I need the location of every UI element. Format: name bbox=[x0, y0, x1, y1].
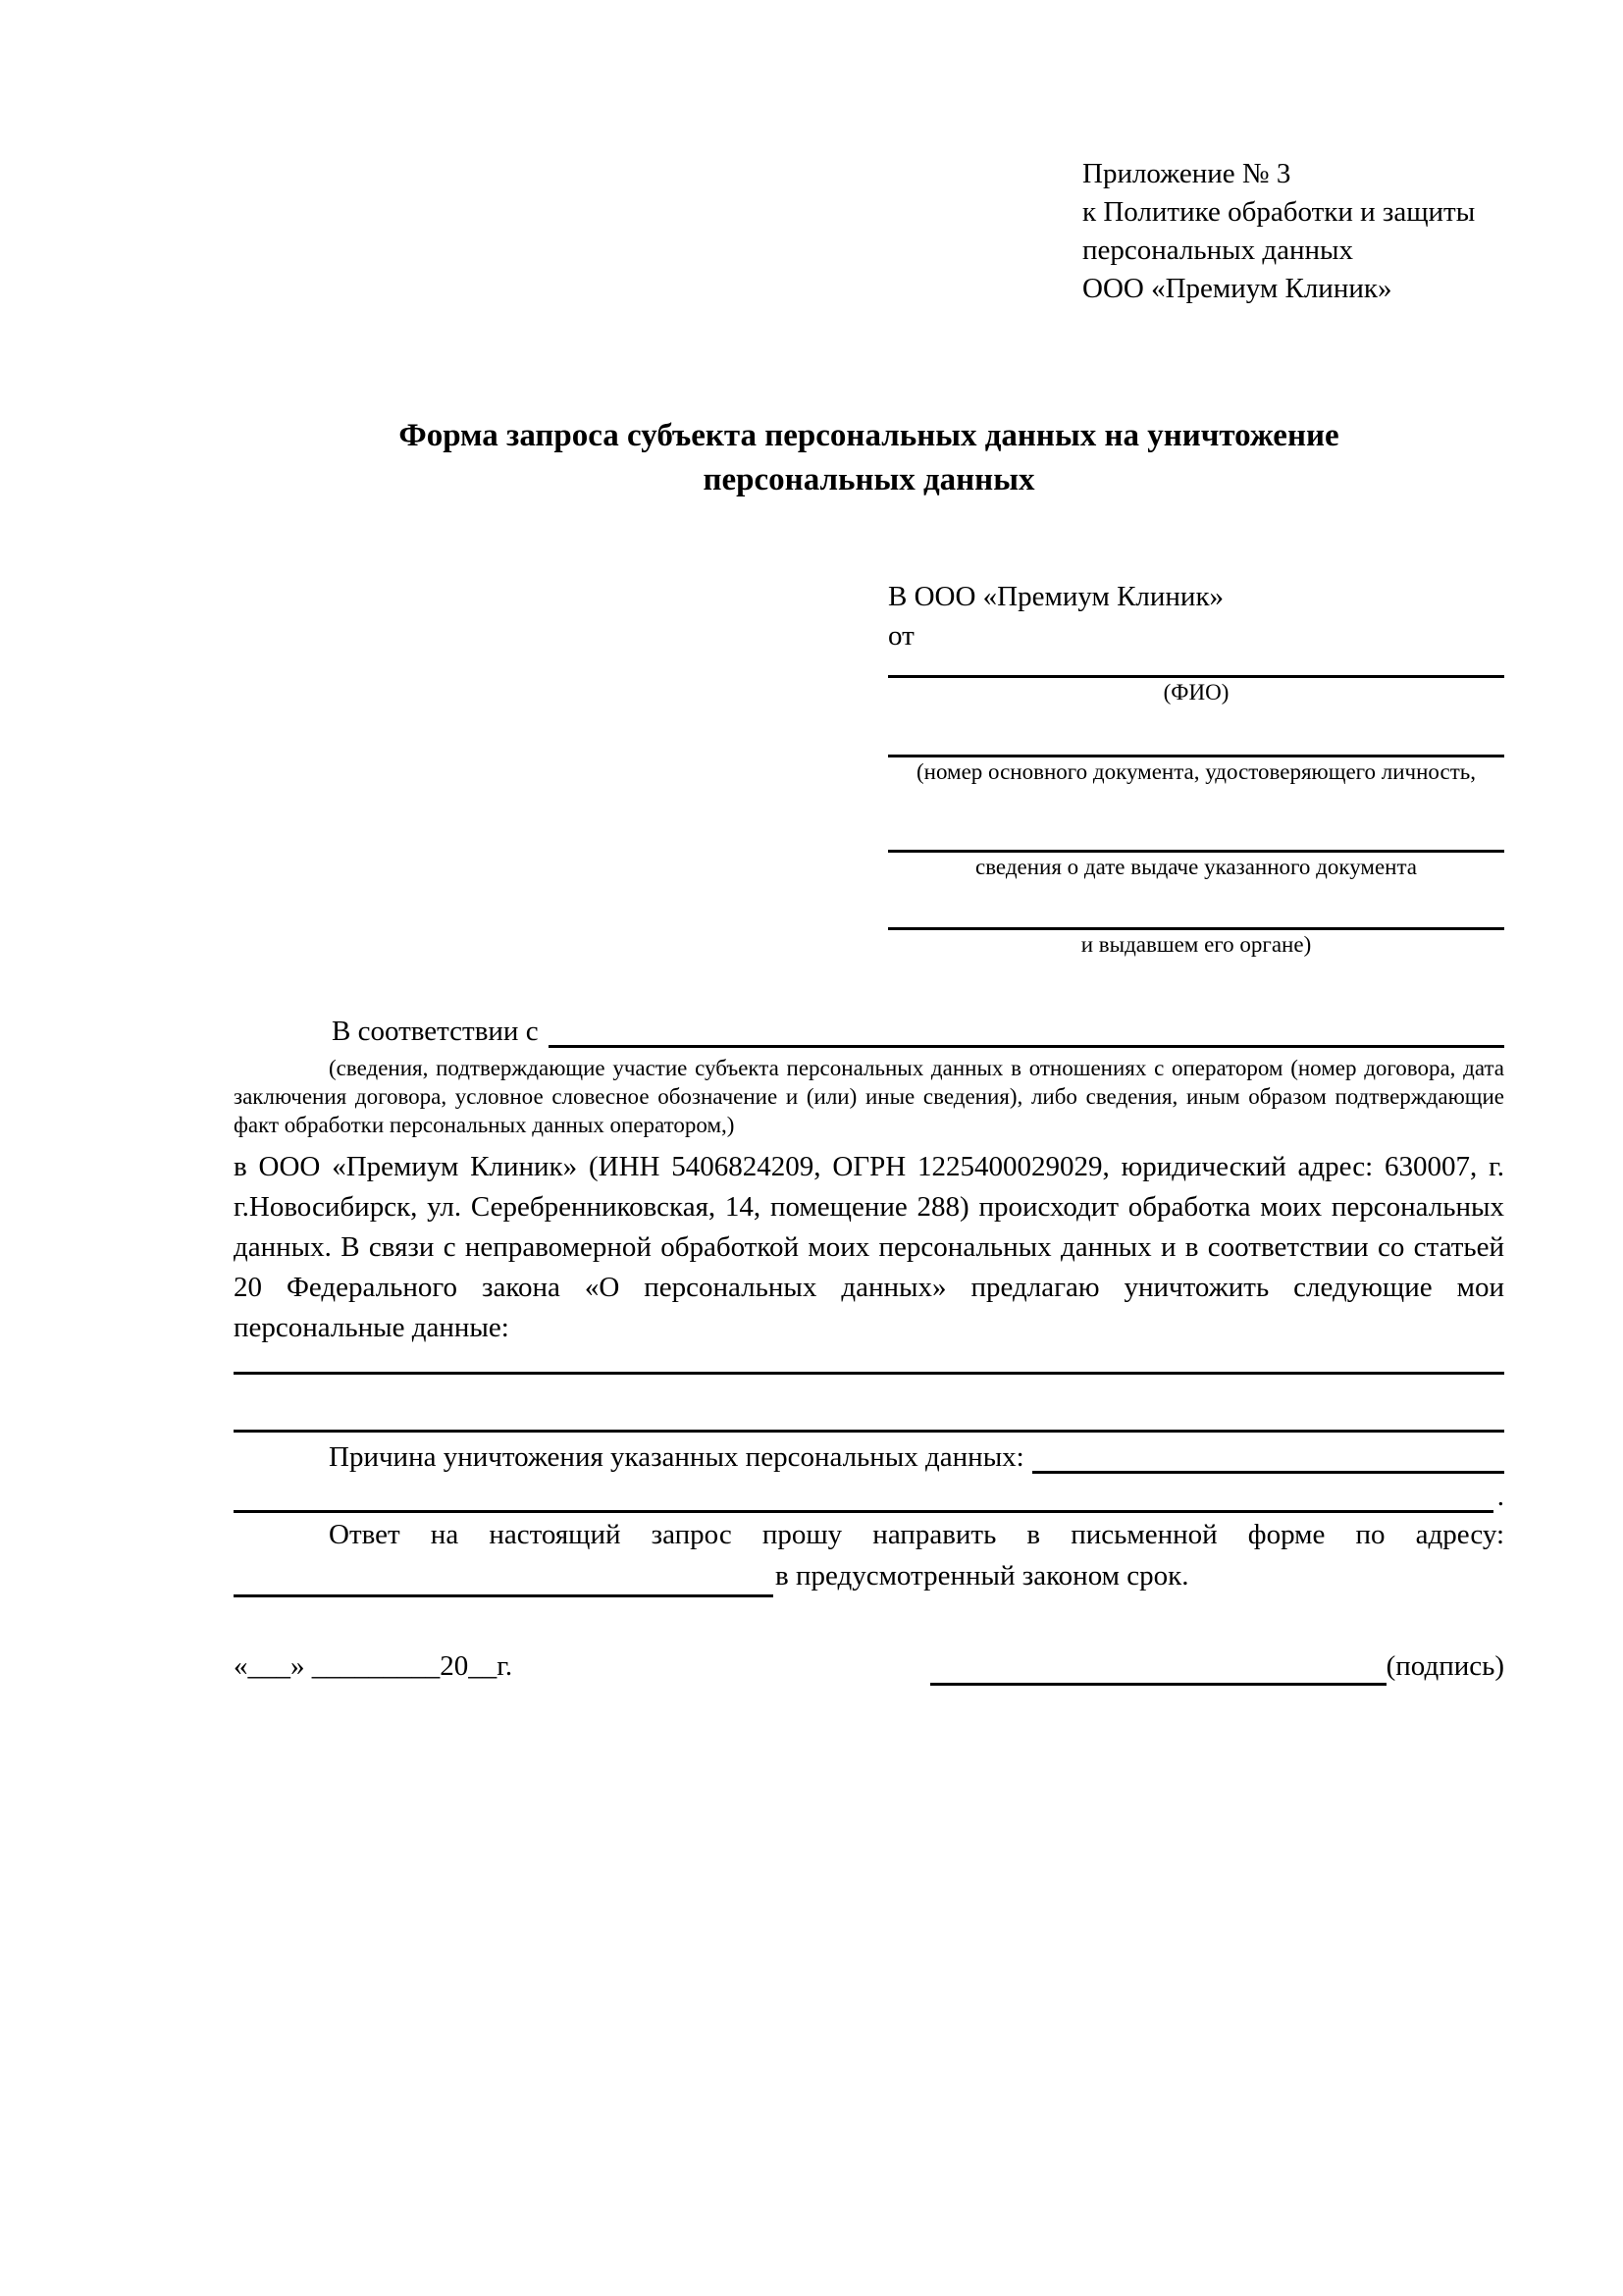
reason-row bbox=[234, 1435, 1504, 1474]
doc-number-caption: (номер основного документа, удостоверяющего личность, bbox=[916, 759, 1476, 784]
document-content bbox=[234, 0, 1504, 1686]
blank-field-line-1 bbox=[234, 1348, 1504, 1375]
period: . bbox=[1496, 1481, 1504, 1512]
according-field-line bbox=[549, 1012, 1504, 1048]
reason-field-line bbox=[1032, 1437, 1504, 1474]
appendix-block bbox=[1082, 155, 1504, 308]
spacer bbox=[888, 787, 1504, 830]
addressee-from-label: от bbox=[888, 620, 915, 652]
fio-caption: (ФИО) bbox=[1163, 680, 1230, 704]
signature-field-line bbox=[930, 1649, 1387, 1686]
main-paragraph: в ООО «Премиум Клиник» (ИНН 5406824209, ОГРН 1225400029029, юридический адрес: 630007, г. г.Новосибирск, ул. Серебренниковская, 14, помещение 288) происходит обработка моих персональных данных. В связи с неправомерной обработкой моих персональных данных и в соответствии со статьей 20 Федерального закона «О персональных данных» предлагаю уничтожить следующие мои персональные данные: bbox=[234, 1151, 1504, 1343]
address-row bbox=[234, 1555, 1504, 1597]
doc-issuer-field-line bbox=[888, 908, 1504, 930]
doc-number-field-line bbox=[888, 735, 1504, 757]
reason-continuation-line bbox=[234, 1477, 1493, 1513]
appendix-line-3: персональных данных bbox=[1082, 235, 1354, 266]
according-row bbox=[234, 1009, 1504, 1048]
date-line: «___» _________20__г. bbox=[234, 1650, 513, 1682]
blank-field-line-2 bbox=[234, 1375, 1504, 1433]
document-title: Форма запроса субъекта персональных данных на уничтожение персональных данных bbox=[398, 418, 1339, 497]
doc-date-caption: сведения о дате выдаче указанного документа bbox=[974, 855, 1418, 879]
appendix-line-4: ООО «Премиум Клиник» bbox=[1082, 273, 1392, 304]
response-line: Ответ на настоящий запрос прошу направить в письменной форме по адресу: bbox=[329, 1519, 1504, 1550]
reason-label: Причина уничтожения указанных персональных данных: bbox=[329, 1441, 1024, 1473]
fio-field bbox=[888, 655, 1504, 707]
according-label: В соответствии с bbox=[332, 1016, 539, 1047]
fio-field-line bbox=[888, 655, 1504, 678]
doc-issuer-field bbox=[888, 908, 1504, 960]
signature-block bbox=[930, 1646, 1504, 1686]
address-field-line bbox=[234, 1561, 773, 1597]
spacer bbox=[888, 882, 1504, 908]
footer-row bbox=[234, 1643, 1504, 1686]
doc-issuer-caption: и выдавшем его органе) bbox=[1080, 932, 1312, 957]
appendix-line-2: к Политике обработки и защиты bbox=[1082, 196, 1476, 228]
reason-continuation-row bbox=[234, 1474, 1504, 1513]
addressee-to: В ООО «Премиум Клиник» bbox=[888, 581, 1225, 612]
doc-date-field bbox=[888, 830, 1504, 882]
signature-caption: (подпись) bbox=[1386, 1650, 1504, 1682]
addressee-block bbox=[888, 577, 1504, 960]
response-tail: в предусмотренный законом срок. bbox=[775, 1560, 1189, 1592]
doc-number-field bbox=[888, 735, 1504, 787]
spacer bbox=[888, 707, 1504, 735]
appendix-line-1: Приложение № 3 bbox=[1082, 158, 1291, 189]
according-note: (сведения, подтверждающие участие субъекта персональных данных в отношениях с оператором (номер договора, дата заключения договора, условное словесное обозначение и (или) иные сведения), либо сведения, иным образом подтверждающие факт обработки персональных данных оператором,) bbox=[234, 1056, 1504, 1137]
doc-date-field-line bbox=[888, 830, 1504, 853]
